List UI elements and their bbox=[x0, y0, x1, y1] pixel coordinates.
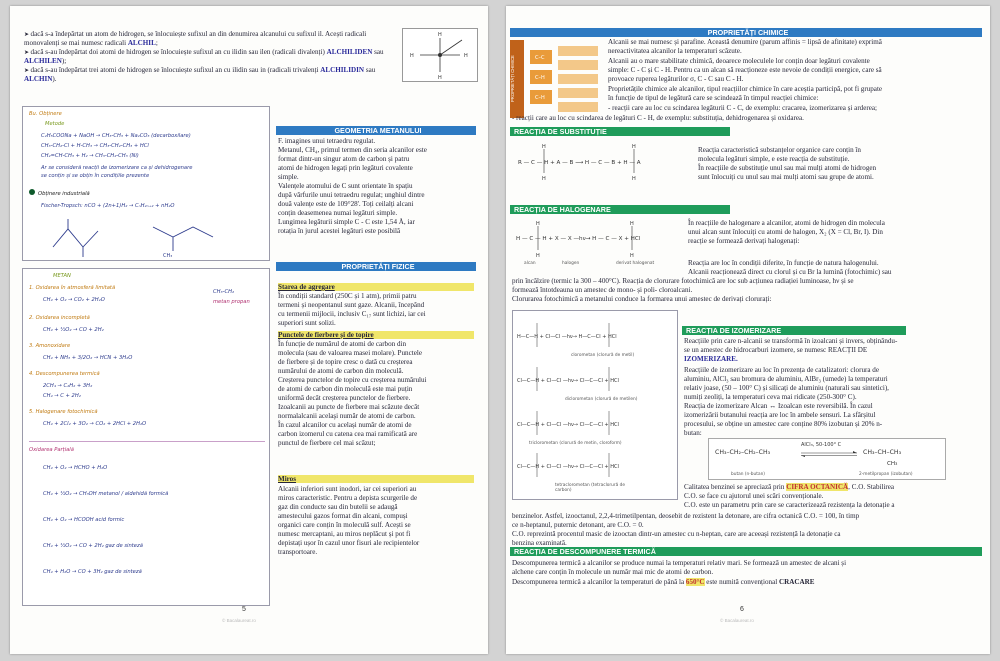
halogenation-line: Clorurarea fotochimică a metanului conduce la formarea unui amestec de derivați clorurați: bbox=[512, 295, 772, 303]
octane-line: benzinelor. Astfel, izooctanul, 2,2,4-trimetilpentan, deosebit de rezistent la detonare, are cifra octanică C.O. = 100, în timp bbox=[512, 512, 860, 520]
isomerization-line: butan: bbox=[684, 429, 702, 437]
halogenation-line: În reacțiile de halogenare a alcanilor, atomi de hidrogen din molecula bbox=[688, 219, 885, 227]
notes-line: CH₄ + H₂O → CO + 3H₂ gaz de sinteză bbox=[43, 569, 142, 575]
svg-text:H: H bbox=[630, 253, 634, 259]
handwritten-notes-metan bbox=[22, 268, 270, 606]
physical-line: În funcție de numărul de atomi de carbon din bbox=[278, 340, 407, 348]
notes-line: Ar se consideră reacții de izomerizare ca și dehidrogenare bbox=[41, 165, 193, 171]
section-title-izomerizare: REACȚIA DE IZOMERIZARE bbox=[682, 326, 906, 335]
svg-text:H: H bbox=[632, 144, 636, 150]
decomposition-line: alchene care conțin în molecule un număr mai mic de atomi de carbon. bbox=[512, 568, 714, 576]
intro-bullet-alchiliden: ➤ dacă s-au îndepărtat doi atomi de hidrogen se înlocuiește sufixul an cu ilidin sau ilen (radicali divalenți) ALCHILIDEN sau ALCHILEN); bbox=[24, 48, 396, 66]
chlorination-reactions-box bbox=[512, 310, 678, 500]
physical-line: normalalcanii acelaşi număr de atomi de carbon. bbox=[278, 412, 416, 420]
catalyst-label: AlCl₃, 50-100° C bbox=[801, 442, 842, 448]
chem-line: simple: C - C și C - H. Pentru ca un alcan să reacționeze este nevoie de condiții energice, care să bbox=[608, 66, 882, 74]
substitution-line: sunt înlocuiți cu unul sau mai mulți atomi sau grupe de atomi. bbox=[698, 173, 874, 181]
geometry-line: Metanul, CH₄, primul termen din seria alcanilor este bbox=[278, 146, 427, 154]
notes-line: CH₄ + ½O₂ → CH₃OH metanol / aldehidă formică bbox=[43, 491, 169, 497]
substitution-equation: R — C — H + A — B ⟶ H — C — B + H — A bbox=[518, 160, 641, 166]
isomerization-term: IZOMERIZARE. bbox=[684, 355, 738, 363]
page-6 bbox=[506, 6, 990, 654]
octane-line: C.O. este un parametru prin care se caracterizează rezistența la detonație a bbox=[684, 501, 895, 509]
page-5 bbox=[10, 6, 488, 654]
page-number: 6 bbox=[740, 606, 744, 613]
physical-line: de atomi de carbon din moleculă este mai puțin bbox=[278, 385, 413, 393]
geometry-line: două valențe este de 109°28'. Toți ceilalți alcani bbox=[278, 200, 414, 208]
physical-line: numărului de atomi de carbon din moleculă. bbox=[278, 367, 404, 375]
radical-structure-diagram bbox=[402, 28, 478, 82]
substitution-line: molecula legături simple, e este reacția de substituție. bbox=[698, 155, 850, 163]
subheading-fierbere: Punctele de fierbere și de topire bbox=[278, 331, 474, 339]
svg-text:H: H bbox=[536, 253, 540, 259]
intro-bullet-alchilidin: ➤ dacă s-au îndepărtat trei atomi de hidrogen se înlocuiește sufixul an cu ilidin sau in (radicali trivalenți ALCHILIDIN sau ALCHIN). bbox=[24, 66, 396, 84]
physical-line: carbon izomerul cu catena cea mai ramificată are bbox=[278, 430, 418, 438]
section-title-geometria: GEOMETRIA METANULUI bbox=[276, 126, 476, 135]
cracare-term: CRACARE bbox=[778, 578, 815, 586]
physical-line: Izoalcanii au puncte de fierbere mai scăzute decât bbox=[278, 403, 420, 411]
physical-line: depistați ușor în cazul unor fisuri ale recipientelor bbox=[278, 539, 420, 547]
notes-line: CH₂=CH-CH₃ + H₂ → CH₃-CH₂-CH₃ (Ni) bbox=[41, 153, 139, 159]
label-derivat: derivat halogenat bbox=[616, 261, 655, 266]
svg-text:H: H bbox=[410, 53, 414, 59]
svg-text:H: H bbox=[630, 221, 634, 227]
bullet-dot-icon bbox=[29, 189, 35, 195]
physical-line: de fierbere și de topire cresc o dată cu creșterea bbox=[278, 358, 413, 366]
label-izobutan: 2-metilpropan (izobutan) bbox=[859, 472, 913, 477]
section-title-substitutie: REACȚIA DE SUBSTITUȚIE bbox=[510, 127, 730, 136]
notes-line: CH₃-CH₂-Cl + H-CH₃ → CH₃-CH₂-CH₃ + HCl bbox=[41, 143, 149, 149]
page-number: 5 bbox=[242, 606, 246, 613]
halogenation-line: Alcanii reacționează direct cu clorul și cu Br la lumină (fotochimic) sau bbox=[688, 268, 892, 276]
halogenation-line: unui alcan sunt înlocuiți cu atomi de halogen, X₂ (X = Cl, Br, I). Din bbox=[688, 228, 883, 236]
svg-text:Cl—C—H + Cl—Cl —hν→ Cl—C—Cl: Cl—C—H + Cl—Cl —hν→ Cl—C—Cl + HCl bbox=[517, 378, 619, 384]
notes-line: CH₄ + ½O₂ → CO + 2H₂ bbox=[43, 327, 104, 333]
notes-line: 3. Amonoxidare bbox=[29, 343, 71, 349]
isomerization-line: aluminiu, AlCl₃ sau bromura de aluminiu, AlBr₃ (umede) la temperaturi bbox=[684, 375, 888, 383]
halogenation-line: prin încălzire (termic la 300 – 400°C). Reacția de clorurare fotochimică are loc sub acțiunea radiației luminoase, hν și se bbox=[512, 277, 854, 285]
substitution-line: În reacțiile de substituție unul sau mai mulți atomi de hidrogen bbox=[698, 164, 877, 172]
physical-line: amestecului gazos format din alcani, compuși bbox=[278, 512, 408, 520]
physical-line: În condiții standard (250C și 1 atm), primii patru bbox=[278, 292, 417, 300]
notes-line: 2. Oxidarea incompletă bbox=[29, 315, 90, 321]
subheading-miros: Miros bbox=[278, 475, 474, 483]
svg-text:Cl—C—H + Cl—Cl —hν→ Cl—C—Cl: Cl—C—H + Cl—Cl —hν→ Cl—C—Cl + HCl bbox=[517, 422, 619, 428]
chem-line: nereactivitatea alcanilor la temperaturi scăzute. bbox=[608, 47, 742, 55]
chem-line: Alcanii se mai numesc și parafine. Această denumire (parum affinis = lipsă de afinitate) exprimă bbox=[608, 38, 882, 46]
svg-text:H: H bbox=[536, 221, 540, 227]
geometry-line: Valențele atomului de C sunt orientate în spațiu bbox=[278, 182, 413, 190]
geometry-line: Lungimea legăturii simple C - C este 1,54 Å, iar bbox=[278, 218, 415, 226]
isomerization-line: Reacțiile prin care n-alcanii se transformă în izoalcani și invers, obținându- bbox=[684, 337, 898, 345]
octane-line: Calitatea benzinei se apreciază prin CIFRA OCTANICĂ, C.O. Stabilirea bbox=[684, 483, 895, 491]
watermark: © Bacalaureat.ro bbox=[720, 618, 754, 623]
geometry-line: conțin deasemenea numai legături simple. bbox=[278, 209, 398, 217]
geometry-line: atomi de hidrogen legați prin legături covalente bbox=[278, 164, 413, 172]
svg-text:H—C—H + Cl—Cl —hν→ H—C—Cl +: H—C—H + Cl—Cl —hν→ H—C—Cl + HCl bbox=[517, 334, 617, 340]
svg-text:H: H bbox=[464, 53, 468, 59]
halogenation-line: Reacția are loc în condiții diferite, în funcție de natura halogenului. bbox=[688, 259, 879, 267]
svg-text:H: H bbox=[542, 144, 546, 150]
octane-line: C.O. reprezintă procentul masic de izooctan dintr-un amestec cu n-heptan, care are aceeași rezistență la detonație ca bbox=[512, 530, 841, 538]
geometry-line: F. imagines unui tetraedru regulat. bbox=[278, 137, 376, 145]
label-halogen: halogen bbox=[562, 261, 580, 266]
svg-text:C–H: C–H bbox=[535, 75, 545, 81]
svg-text:CH₃: CH₃ bbox=[163, 253, 173, 259]
notes-line: CH₄ + O₂ → HCHO + H₂O bbox=[43, 465, 108, 471]
notes-line: se conțin și se obțin în condițiile prezente bbox=[41, 173, 150, 179]
svg-text:Cl—C—H + Cl—Cl —hν→ Cl—C—Cl: Cl—C—H + Cl—Cl —hν→ Cl—C—Cl + HCl bbox=[517, 464, 619, 470]
isomerization-line-bold: se un amestec de hidrocarburi izomere, se numesc REACȚII DE bbox=[684, 346, 868, 354]
notes-title: Bu. Obținere bbox=[29, 111, 62, 117]
equation-branch: CH₃ bbox=[887, 461, 898, 467]
physical-line: gaz din conducte sau din butelii se adaugă bbox=[278, 503, 398, 511]
isomerization-line: Reacția de izomerizare Alcan ↔ Izoalcan este reversibilă. În cazul bbox=[684, 402, 873, 410]
label-alcan: alcan bbox=[524, 261, 536, 266]
subheading-stare: Starea de agregare bbox=[278, 283, 474, 291]
halogenation-equation: H — C — H + X — X —hν→ H — C — X + HCl bbox=[516, 236, 641, 242]
svg-text:H: H bbox=[438, 32, 442, 38]
notes-subtitle: Metode bbox=[45, 121, 65, 127]
notes-line: 2CH₄ → C₂H₂ + 3H₂ bbox=[43, 383, 93, 389]
svg-text:C–H: C–H bbox=[535, 95, 545, 101]
notes-line: 4. Descompunerea termică bbox=[29, 371, 100, 377]
halogenation-line: formează întotdeauna un amestec de mono- și poli- cloroalcani. bbox=[512, 286, 693, 294]
section-title-fizice: PROPRIETĂȚI FIZICE bbox=[276, 262, 476, 271]
sidebar-label: PROPRIETĂȚI CHIMICE bbox=[510, 55, 515, 103]
label-n-butan: butan (n-butan) bbox=[731, 472, 765, 477]
geometry-line: rotația în jurul acestei legături este posibilă bbox=[278, 227, 401, 235]
svg-text:H: H bbox=[542, 176, 546, 182]
notes-line: 5. Halogenare fotochimică bbox=[29, 409, 98, 415]
geometry-line: format dintr-un singur atom de carbon și patru bbox=[278, 155, 410, 163]
product-label: clorometan (clorură de metil) bbox=[571, 353, 635, 358]
isomerization-line: relativ joase, (50 – 100° C) și silicați de aluminiu (naturali sau sintetici), bbox=[684, 384, 889, 392]
chem-line: provoace ruperea legăturilor σ, C - C sau C - H. bbox=[608, 75, 744, 83]
physical-line: molecula (sau de valoarea masei molare). Punctele bbox=[278, 349, 422, 357]
product-label: tetraclorometan (tetraclorură de carbon) bbox=[555, 483, 626, 493]
butane-isomerization-box bbox=[708, 438, 946, 480]
notes-divider bbox=[29, 441, 265, 442]
chem-line: Proprietățile chimice ale alcanilor, tipul reacțiilor chimice în care aceștia participă, pot fi grupate bbox=[608, 85, 883, 93]
decomposition-line-cracare: Descompunerea termică a alcanilor la temperaturi de până la 650°C este numită convențional CRACARE bbox=[512, 578, 815, 586]
svg-text:H: H bbox=[632, 176, 636, 182]
chlorination-structures bbox=[513, 311, 677, 499]
physical-line: În cazul alcanilor cu același număr de atomi de bbox=[278, 421, 412, 429]
notes-dot-title: Obținere industrială bbox=[29, 189, 90, 198]
intro-bullet-alchil: ➤ dacă s-a îndepărtat un atom de hidrogen, se înlocuiește sufixul an din denumirea alcanului cu sufixul il. Acești radicali monovalenți se mai numesc radicali ALCHIL; bbox=[24, 30, 396, 48]
notes-line: C₂H₅COONa + NaOH → CH₃-CH₃ + Na₂CO₃ (decarboxilare) bbox=[41, 133, 191, 139]
temperature-highlight: 650°C bbox=[685, 578, 705, 586]
notes-line: Fischer-Tropsch: nCO + (2n+1)H₂ → CₙH₂ₙ₊₂ + nH₂O bbox=[41, 203, 175, 209]
product-label: triclorometan (clorură de metin, cloroform) bbox=[529, 441, 622, 446]
physical-line: punctul de fierbere cel mai scăzut; bbox=[278, 439, 376, 447]
notes-line: CH₄ + ½O₂ → CO + 2H₂ gaz de sinteză bbox=[43, 543, 143, 549]
notes-line: 1. Oxidarea în atmosferă limitată bbox=[29, 285, 116, 291]
physical-line: Creșterea punctelor de topire cu creșterea numărului bbox=[278, 376, 427, 384]
isomerization-line: Reacțiile de izomerizare au loc în prezența de catalizatori: clorura de bbox=[684, 366, 879, 374]
physical-line: miros caracteristic. Pentru a depista scurgerile de bbox=[278, 494, 418, 502]
physical-line: termeni și neopentanul sunt gaze. Alcanii, începând bbox=[278, 301, 425, 309]
octane-line: ce n-heptanul, puternic detonant, are C.O. = 0. bbox=[512, 521, 644, 529]
geometry-line: simple. bbox=[278, 173, 299, 181]
chem-line: - reacții care au loc cu scindarea de legături C - H, de exemplu: substituția, dehidrogenarea și oxidarea. bbox=[512, 114, 804, 122]
isomerization-line: numiți zeoliți, la temperaturi ceva mai ridicate (250-300° C). bbox=[684, 393, 857, 401]
physical-line: numesc mercaptani, au miros neplăcut și pot fi bbox=[278, 530, 411, 538]
section-title-descompunere: REACȚIA DE DESCOMPUNERE TERMICĂ bbox=[510, 547, 982, 556]
reversible-arrow-icon bbox=[801, 451, 859, 457]
physical-line: superiori sunt solizi. bbox=[278, 319, 336, 327]
equation-n-butan: CH₃–CH₂–CH₂–CH₃ bbox=[715, 449, 771, 456]
handwritten-notes-obtinere bbox=[22, 106, 270, 261]
section-title-halogenare: REACȚIA DE HALOGENARE bbox=[510, 205, 730, 214]
watermark: © Bacalaureat.ro bbox=[222, 618, 256, 623]
octane-line: C.O. se face cu ajutorul unei scări convenționale. bbox=[684, 492, 824, 500]
physical-line: organici care conțin în moleculă sulf. Acești se bbox=[278, 521, 411, 529]
notes-side: CH₃-CH₂ bbox=[213, 289, 235, 295]
notes-line: CH₄ + NH₃ + 3/2O₂ → HCN + 3H₂O bbox=[43, 355, 133, 361]
notes-line: CH₄ + O₂ → HCOOH acid formic bbox=[43, 517, 125, 523]
physical-line: cu termenii mijlocii, inclusiv C₁₇ sunt lichizi, iar cei bbox=[278, 310, 426, 318]
equation-izobutan: CH₃–CH–CH₃ bbox=[863, 449, 902, 456]
product-label: diclorometan (clorură de metilen) bbox=[565, 397, 638, 402]
octane-line: benzina examinată. bbox=[512, 539, 567, 547]
isomerization-line: procesului, se obține un amestec care conține 80% izobutan și 20% n- bbox=[684, 420, 883, 428]
notes-side: metan propan bbox=[213, 299, 250, 305]
hand-drawn-structures bbox=[43, 217, 243, 259]
notes-line: CH₄ + O₂ → CO₂ + 2H₂O bbox=[43, 297, 105, 303]
decomposition-line: Descompunerea termică a alcanilor se produce numai la temperaturi relativ mari. Se formează un amestec de alcani și bbox=[512, 559, 847, 567]
notes-line: CH₄ → C + 2H₂ bbox=[43, 393, 81, 399]
physical-line: Alcanii inferiori sunt inodori, iar cei superiori au bbox=[278, 485, 417, 493]
physical-line: transportoare. bbox=[278, 548, 318, 556]
octane-highlight-inline: CIFRA OCTANICĂ bbox=[786, 483, 849, 491]
physical-line: uniformă decât creșterea punctelor de fierbere. bbox=[278, 394, 411, 402]
svg-text:H: H bbox=[438, 75, 442, 81]
substitution-line: Reacția caracteristică substanțelor organice care conțin în bbox=[698, 146, 861, 154]
halogenation-line: reacție se formează derivați halogenați: bbox=[688, 237, 800, 245]
notes-line: CH₄ + 2Cl₂ + 3O₂ → CO₂ + 2HCl + 2H₂O bbox=[43, 421, 147, 427]
chem-line: - reacții care au loc cu scindarea legăturii C - C, de exemplu: cracarea, izomerizarea și arderea; bbox=[608, 104, 878, 112]
section-title-chimice: PROPRIETĂȚI CHIMICE bbox=[510, 28, 982, 37]
svg-text:C–C: C–C bbox=[535, 55, 545, 61]
geometry-line: după vârfurile unui tetraedru regulat; unghiul dintre bbox=[278, 191, 425, 199]
notes-title: METAN bbox=[53, 273, 71, 279]
notes-title: Oxidarea Parțială bbox=[29, 447, 74, 453]
chem-line: Alcanii au o mare stabilitate chimică, deoarece moleculele lor conțin doar legături covalente bbox=[608, 57, 870, 65]
chem-line: în funcție de tipul de legătură care se scindează în timpul reacției chimice: bbox=[608, 94, 819, 102]
isomerization-line: izomerizării butanului reacția are loc în ambele sensuri. La sfârșitul bbox=[684, 411, 876, 419]
